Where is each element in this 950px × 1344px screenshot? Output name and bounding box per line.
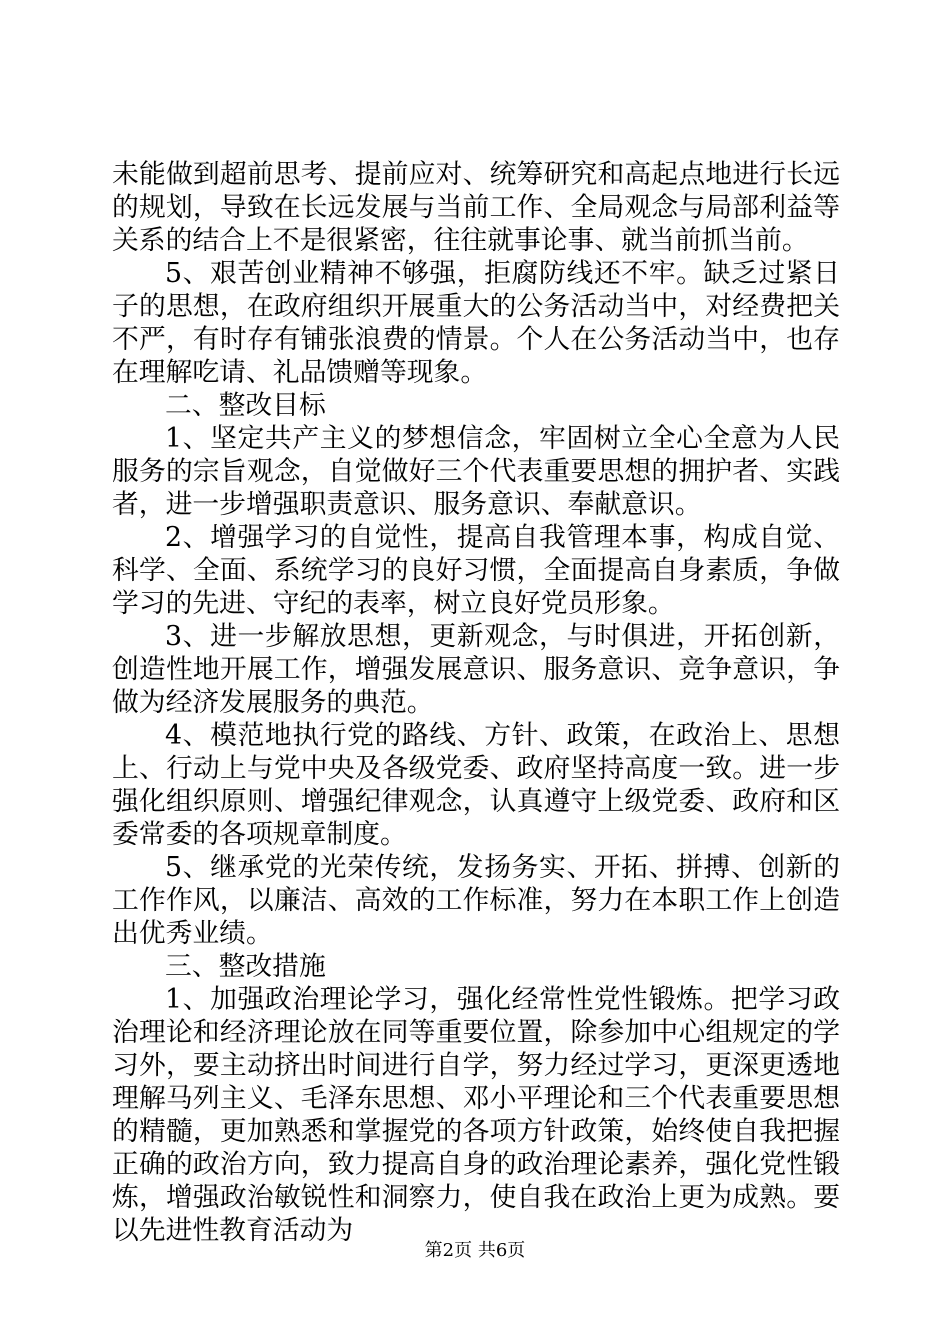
document-body bbox=[112, 158, 840, 1247]
paragraph-goal-4: 4、模范地执行党的路线、方针、政策，在政治上、思想上、行动上与党中央及各级党委、政府坚持高度一致。进一步强化组织原则、增强纪律观念，认真遵守上级党委、政府和区委常委的各项规章制度。 bbox=[112, 720, 840, 850]
paragraph-measure-1: 1、加强政治理论学习，强化经常性党性锻炼。把学习政治理论和经济理论放在同等重要位置，除参加中心组规定的学习外，要主动挤出时间进行自学，努力经过学习，更深更透地理解马列主义、毛泽东思想、邓小平理论和三个代表重要思想的精髓，更加熟悉和掌握党的各项方针政策，始终使自我把握正确的政治方向，致力提高自身的政治理论素养，强化党性锻炼，增强政治敏锐性和洞察力，使自我在政治上更为成熟。要以先进性教育活动为 bbox=[112, 984, 840, 1246]
paragraph-goal-2: 2、增强学习的自觉性，提高自我管理本事，构成自觉、科学、全面、系统学习的良好习惯，全面提高自身素质，争做学习的先进、守纪的表率，树立良好党员形象。 bbox=[112, 522, 840, 619]
section-heading-rectification-measures: 三、整改措施 bbox=[165, 951, 326, 982]
paragraph-goal-5: 5、继承党的光荣传统，发扬务实、开拓、拼搏、创新的工作作风，以廉洁、高效的工作标准，努力在本职工作上创造出优秀业绩。 bbox=[112, 852, 840, 949]
paragraph-continuation: 未能做到超前思考、提前应对、统筹研究和高起点地进行长远的规划，导致在长远发展与当前工作、全局观念与局部利益等关系的结合上不是很紧密，往往就事论事、就当前抓当前。 bbox=[112, 159, 840, 256]
paragraph-goal-1: 1、坚定共产主义的梦想信念，牢固树立全心全意为人民服务的宗旨观念，自觉做好三个代表重要思想的拥护者、实践者，进一步增强职责意识、服务意识、奉献意识。 bbox=[112, 423, 840, 520]
page-number-footer: 第2页 共6页 bbox=[424, 1240, 526, 1261]
section-heading-rectification-goals: 二、整改目标 bbox=[165, 390, 326, 421]
paragraph-goal-3: 3、进一步解放思想，更新观念，与时俱进，开拓创新，创造性地开展工作，增强发展意识、服务意识、竞争意识，争做为经济发展服务的典范。 bbox=[112, 621, 840, 718]
paragraph-issue-5: 5、艰苦创业精神不够强，拒腐防线还不牢。缺乏过紧日子的思想，在政府组织开展重大的公务活动当中，对经费把关不严，有时存有铺张浪费的情景。个人在公务活动当中，也存在理解吃请、礼品馈赠等现象。 bbox=[112, 258, 840, 388]
